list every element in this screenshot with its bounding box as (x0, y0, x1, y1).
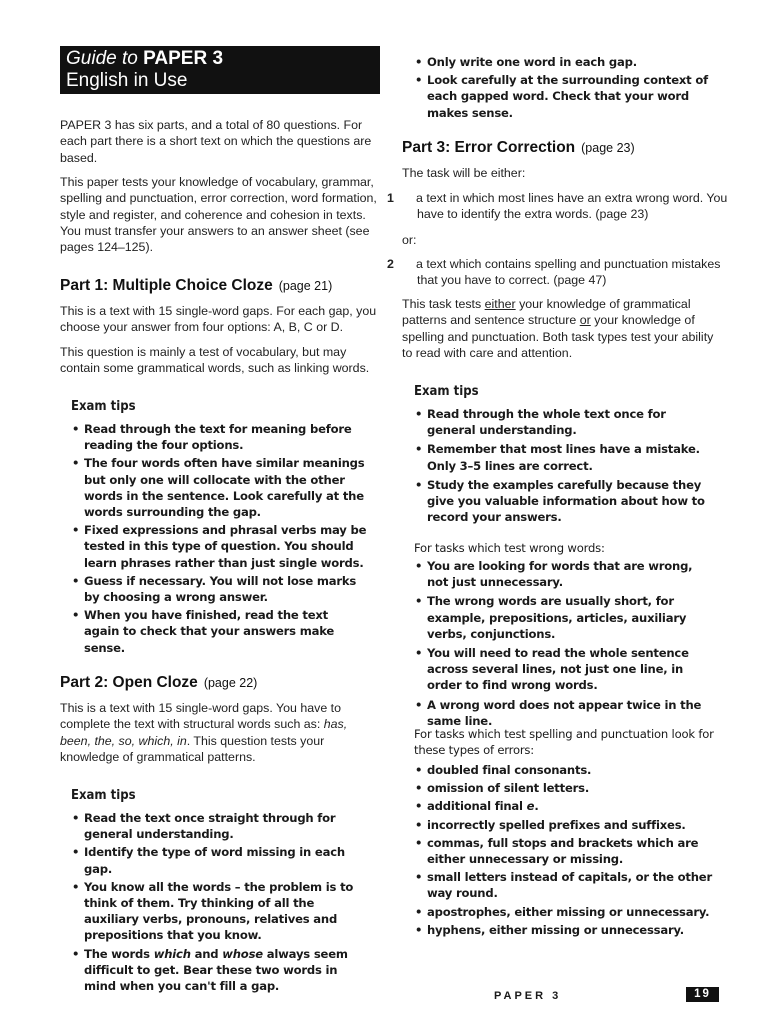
list-item: • omission of silent letters. (414, 780, 714, 796)
list-item (414, 798, 714, 814)
part2-example-words: has, been, the, so, which, in (60, 717, 348, 748)
item-number: 1 (387, 191, 394, 205)
list-item: • You know all the words – the problem is to think of them. Try thinking of all the auxiliary verbs, pronouns, relatives and prepositions that you know. (71, 879, 371, 944)
part3-item-1 (387, 190, 733, 223)
list-item: • Read the text once straight through for general understanding. (71, 810, 371, 842)
list-item: • Read through the text for meaning before reading the four options. (71, 421, 367, 453)
list-item: • Guess if necessary. You will not lose marks by choosing a wrong answer. (71, 573, 367, 605)
intro-paragraph-1: PAPER 3 has six parts, and a total of 80 questions. For each part there is a short text on which the questions are based. (60, 118, 372, 165)
tip-word-which: which (153, 946, 191, 961)
part3-title: Part 3: Error Correction (402, 139, 576, 156)
part2-title: Part 2: Open Cloze (60, 674, 198, 691)
list-item: • Identify the type of word missing in each gap. (71, 844, 371, 876)
part2-text-a: This is a text with 15 single-word gaps. You have to complete the text with structural words such as: (60, 701, 342, 732)
spelling-text: additional final (427, 799, 527, 814)
list-item: • Remember that most lines have a mistake. Only 3–5 lines are correct. (414, 441, 714, 473)
part1-paragraph-1: This is a text with 15 single-word gaps. For each gap, you choose your answer from four options: A, B, C or D. (60, 304, 377, 335)
list-item: • Look carefully at the surrounding context of each gapped word. Check that your word makes sense. (414, 72, 714, 121)
wrong-words-lead: For tasks which test wrong words: (414, 541, 605, 555)
part2-heading (60, 673, 380, 693)
tip-text: always seem difficult to get. Bear these two words in mind when you can't fill a gap. (84, 946, 348, 994)
list-item: • Study the examples carefully because they give you valuable information about how to record your answers. (414, 477, 714, 526)
part1-title: Part 1: Multiple Choice Cloze (60, 277, 273, 294)
list-item: • commas, full stops and brackets which are either unnecessary or missing. (414, 835, 714, 867)
page-number: 19 (686, 987, 719, 1002)
tip-word-whose: whose (222, 946, 263, 961)
part3-tests-paragraph (402, 296, 722, 361)
wrong-words-list (414, 558, 714, 729)
spelling-lead: For tasks which test spelling and punctuation look for these types of errors: (414, 727, 714, 758)
tests-text: your knowledge of spelling and punctuation. Both task types test your ability to read with care and attention. (402, 313, 714, 360)
part2-tips-list (71, 810, 371, 994)
tests-either: either (484, 297, 516, 311)
part2-tips-heading: Exam tips (71, 788, 136, 803)
item-number: 2 (387, 257, 394, 271)
list-item: • doubled final consonants. (414, 762, 714, 778)
guide-to-text: Guide to (66, 48, 138, 69)
part1-tips-list (71, 421, 367, 656)
list-item: • The four words often have similar meanings but only one will collocate with the other words in the sentence. Look carefully at the words surrounding the gap. (71, 455, 367, 520)
title-line (66, 48, 374, 70)
paper-title: PAPER 3 (143, 48, 224, 69)
part3-or: or: (402, 233, 417, 247)
part3-tips-list (414, 406, 714, 525)
spelling-text: . (534, 799, 539, 814)
subtitle: English in Use (66, 70, 188, 91)
part2-page-ref: (page 22) (203, 676, 258, 690)
tests-text: your knowledge of grammatical patterns and sentence structure (402, 297, 691, 328)
tip-text: and (190, 946, 223, 961)
item-text: a text in which most lines have an extra wrong word. You have to identify the extra words. (page 23) (416, 191, 728, 222)
footer-paper-label: PAPER 3 (494, 990, 562, 1002)
tests-text: This task tests (402, 297, 485, 311)
part2-text-b: . This question tests your knowledge of grammatical patterns. (60, 733, 325, 764)
list-item: • Fixed expressions and phrasal verbs may be tested in this type of question. You should learn phrases rather than just single words. (71, 522, 367, 571)
list-item: • You will need to read the whole sentence across several lines, not just one line, in order to find wrong words. (414, 645, 714, 694)
part3-either-intro: The task will be either: (402, 166, 526, 180)
list-item: • hyphens, either missing or unnecessary. (414, 922, 714, 938)
part1-heading (60, 276, 380, 296)
list-item: • incorrectly spelled prefixes and suffixes. (414, 817, 714, 833)
part3-item-2 (387, 256, 733, 289)
intro-paragraph-2: This paper tests your knowledge of vocabulary, grammar, spelling and punctuation, error correction, word formation, style and register, and coherence and cohesion in texts. You must transfer your answers to an answer sheet (see pages 124–125). (60, 175, 377, 255)
list-item: • The wrong words are usually short, for example, prepositions, articles, auxiliary verbs, conjunctions. (414, 593, 714, 642)
tip-text: The words (84, 946, 154, 961)
part3-page-ref: (page 23) (581, 141, 635, 155)
part2-tips-continued (414, 54, 714, 121)
part3-tips-heading: Exam tips (414, 384, 479, 399)
list-item: • You are looking for words that are wrong, not just unnecessary. (414, 558, 714, 590)
title-banner (60, 46, 380, 94)
spelling-letter-e: e (526, 799, 535, 814)
list-item: • small letters instead of capitals, or the other way round. (414, 869, 714, 901)
part1-tips-heading: Exam tips (71, 399, 136, 414)
part1-page-ref: (page 21) (278, 279, 333, 293)
list-item: • A wrong word does not appear twice in the same line. (414, 697, 714, 729)
list-item: • When you have finished, read the text again to check that your answers make sense. (71, 607, 367, 656)
part3-heading (402, 138, 724, 158)
tests-or: or (579, 313, 591, 328)
part2-paragraph (60, 700, 380, 765)
list-item: • Only write one word in each gap. (414, 54, 714, 70)
list-item: • Read through the whole text once for general understanding. (414, 406, 714, 438)
list-item (71, 946, 371, 995)
item-text: a text which contains spelling and punctuation mistakes that you have to correct. (page 47) (416, 257, 721, 288)
list-item: • apostrophes, either missing or unnecessary. (414, 904, 714, 920)
part1-paragraph-2: This question is mainly a test of vocabulary, but may contain some grammatical words, such as linking words. (60, 345, 370, 376)
spelling-list (414, 762, 714, 938)
